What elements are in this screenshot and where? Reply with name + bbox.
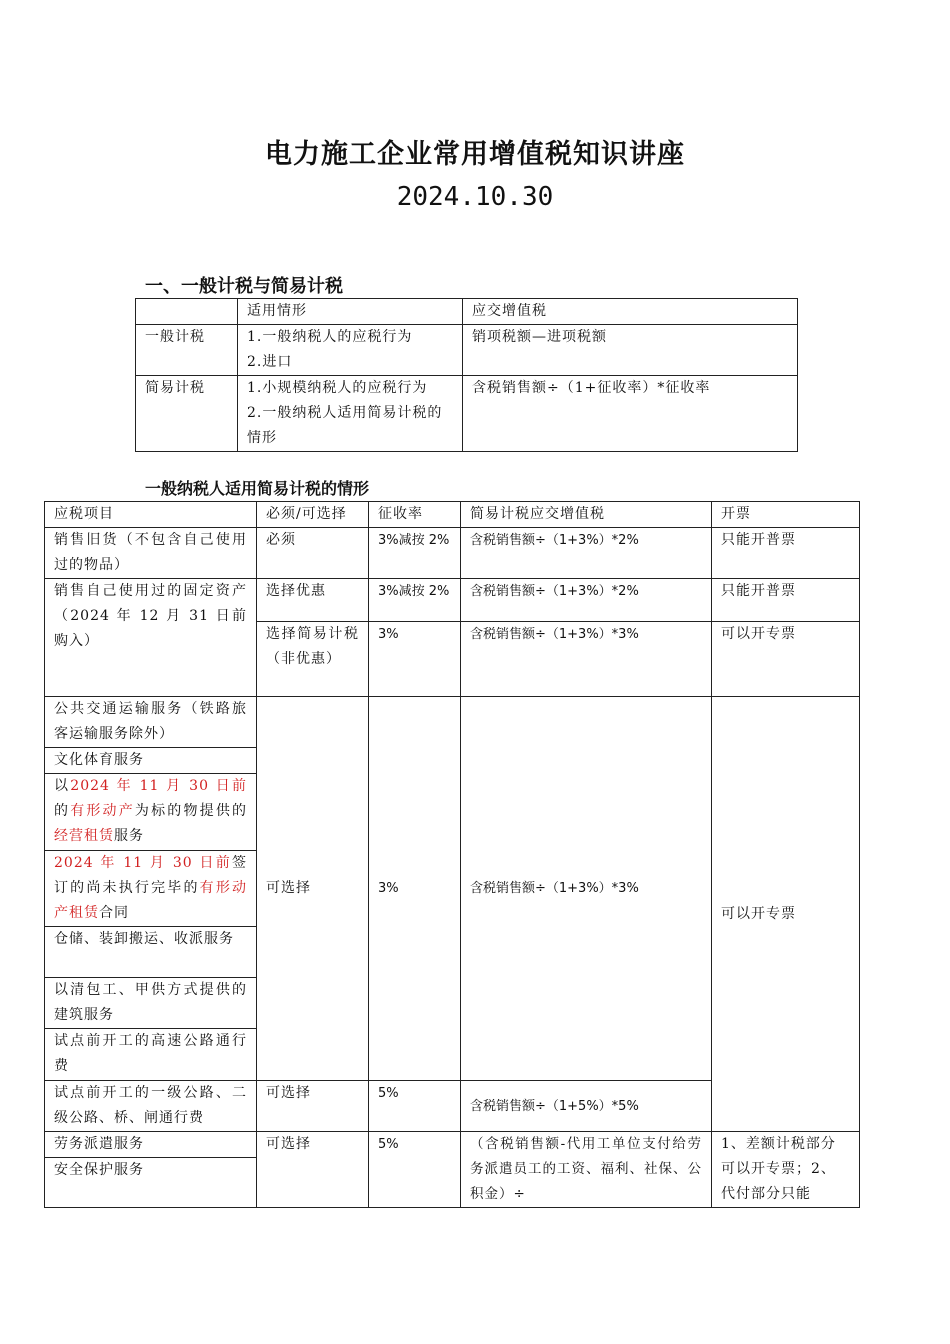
choice-cell: 选择简易计税（非优惠）	[257, 622, 369, 697]
header-cell: 征收率	[369, 502, 461, 528]
header-cell: 应税项目	[45, 502, 257, 528]
choice-cell: 选择优惠	[257, 579, 369, 622]
header-cell: 适用情形	[238, 299, 463, 325]
taxable-item: 文化体育服务	[45, 748, 257, 774]
taxable-item: 以清包工、甲供方式提供的建筑服务	[45, 978, 257, 1029]
table-row	[45, 697, 860, 748]
taxable-item: 2024 年 11 月 30 日前签订的尚未执行完毕的有形动产租赁合同	[45, 851, 257, 927]
header-cell: 必须/可选择	[257, 502, 369, 528]
taxable-item: 安全保护服务	[45, 1158, 257, 1208]
table-header-row	[45, 502, 860, 528]
formula-cell: 含税销售额÷（1+3%）*3%	[461, 622, 712, 697]
formula-cell: 含税销售额÷（1+5%）*5%	[461, 1081, 712, 1132]
table-header-row	[136, 299, 798, 325]
table-row	[45, 579, 860, 622]
invoice-cell: 可以开专票	[712, 697, 860, 1132]
section-heading: 一、一般计税与简易计税	[145, 276, 343, 297]
invoice-cell: 可以开专票	[712, 622, 860, 697]
choice-cell: 可选择	[257, 697, 369, 1081]
rate-cell: 3%	[369, 622, 461, 697]
taxable-item: 公共交通运输服务（铁路旅客运输服务除外）	[45, 697, 257, 748]
taxable-item: 以2024 年 11 月 30 日前的有形动产为标的物提供的经营租赁服务	[45, 774, 257, 851]
table-row	[136, 376, 798, 452]
taxable-item: 仓储、装卸搬运、收派服务	[45, 927, 257, 978]
header-cell	[136, 299, 238, 325]
table-row	[136, 325, 798, 376]
applicable-cases: 1.一般纳税人的应税行为 2.进口	[238, 325, 463, 376]
row-label: 一般计税	[136, 325, 238, 376]
taxable-item: 销售自己使用过的固定资产（2024 年 12 月 31 日前购入）	[45, 579, 257, 697]
formula-cell: （含税销售额-代用工单位支付给劳务派遣员工的工资、福利、社保、公积金）÷	[461, 1132, 712, 1208]
simplified-tax-table	[44, 501, 860, 1208]
applicable-cases: 1.小规模纳税人的应税行为 2.一般纳税人适用简易计税的情形	[238, 376, 463, 452]
rate-cell: 3%减按 2%	[369, 528, 461, 579]
taxable-item: 劳务派遣服务	[45, 1132, 257, 1158]
taxable-item: 销售旧货（不包含自己使用过的物品）	[45, 528, 257, 579]
page-date: 2024.10.30	[396, 182, 554, 212]
rate-cell: 3%	[369, 697, 461, 1081]
formula-cell: 含税销售额÷（1+3%）*2%	[461, 579, 712, 622]
row-label: 简易计税	[136, 376, 238, 452]
header-cell: 应交增值税	[463, 299, 798, 325]
choice-cell: 可选择	[257, 1081, 369, 1132]
vat-formula: 销项税额—进项税额	[463, 325, 798, 376]
header-cell: 开票	[712, 502, 860, 528]
table-heading: 一般纳税人适用简易计税的情形	[145, 479, 370, 498]
header-cell: 简易计税应交增值税	[461, 502, 712, 528]
formula-cell: 含税销售额÷（1+3%）*3%	[461, 697, 712, 1081]
invoice-cell: 只能开普票	[712, 528, 860, 579]
invoice-cell: 1、差额计税部分可以开专票；2、代付部分只能	[712, 1132, 860, 1208]
table-row	[45, 528, 860, 579]
taxable-item: 试点前开工的一级公路、二级公路、桥、闸通行费	[45, 1081, 257, 1132]
rate-cell: 5%	[369, 1081, 461, 1132]
rate-cell: 3%减按 2%	[369, 579, 461, 622]
page-title: 电力施工企业常用增值税知识讲座	[265, 139, 685, 170]
invoice-cell: 只能开普票	[712, 579, 860, 622]
rate-cell: 5%	[369, 1132, 461, 1208]
table-row	[45, 1132, 860, 1158]
vat-formula: 含税销售额÷（1+征收率）*征收率	[463, 376, 798, 452]
taxable-item: 试点前开工的高速公路通行费	[45, 1029, 257, 1081]
choice-cell: 可选择	[257, 1132, 369, 1208]
tax-method-table	[135, 298, 798, 452]
choice-cell: 必须	[257, 528, 369, 579]
formula-cell: 含税销售额÷（1+3%）*2%	[461, 528, 712, 579]
